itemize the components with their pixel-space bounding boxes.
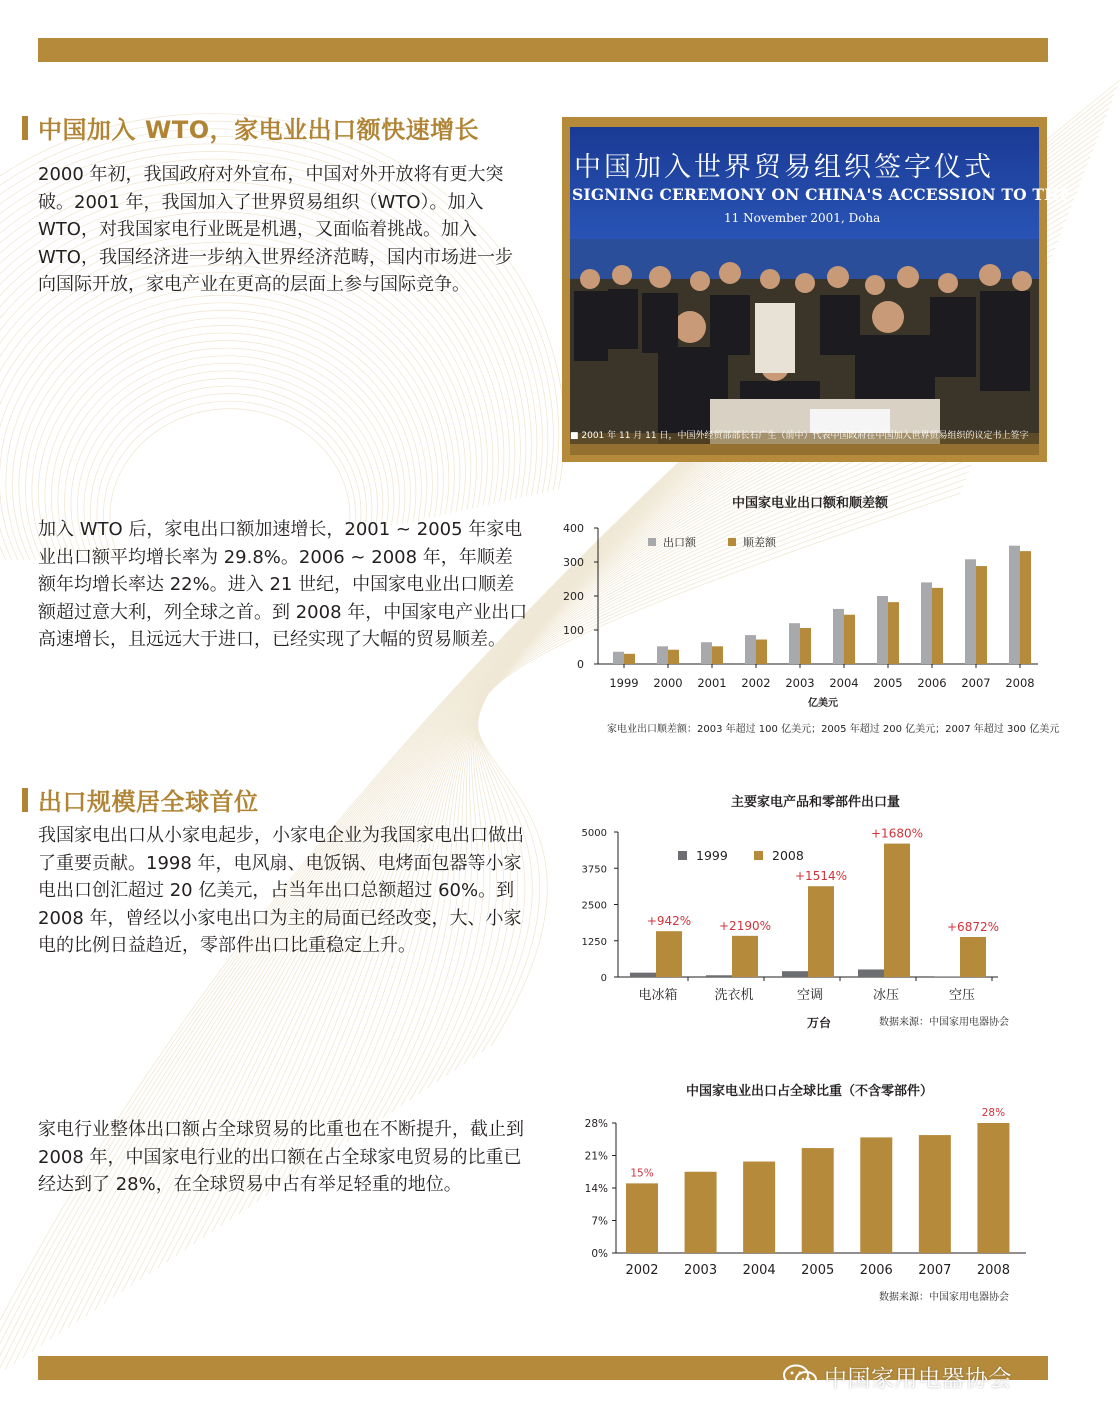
bar-export <box>1009 546 1020 664</box>
bar-export <box>745 635 756 664</box>
section-title-wto <box>22 110 479 145</box>
y-tick-label: 300 <box>563 556 584 569</box>
bar-export <box>877 596 888 664</box>
y-tick-label: 14% <box>584 1183 608 1195</box>
bar-share <box>860 1137 892 1253</box>
growth-label: +2190% <box>719 918 771 933</box>
global-share-bar-chart <box>570 1107 1050 1285</box>
x-tick-label: 2008 <box>976 1263 1010 1278</box>
legend-swatch <box>678 851 687 860</box>
signing-ceremony-photo <box>570 127 1120 444</box>
bar-2008 <box>732 936 758 977</box>
legend-swatch <box>728 538 736 546</box>
y-tick-label: 400 <box>563 522 584 535</box>
y-tick-label: 0 <box>600 973 607 984</box>
x-tick-label: 2007 <box>918 1263 952 1278</box>
x-tick-label: 空压 <box>948 988 976 1003</box>
x-tick-label: 2008 <box>1005 676 1035 690</box>
footer-account-name: 中国家用电器协会 <box>824 1366 1012 1392</box>
x-tick-label: 2000 <box>653 676 683 690</box>
growth-label: +1680% <box>871 826 923 841</box>
chart2-unit: 万台 <box>807 1016 832 1030</box>
y-tick-label: 28% <box>584 1118 608 1130</box>
title-marker <box>22 116 28 140</box>
x-tick-label: 2004 <box>742 1263 776 1278</box>
x-tick-label: 2007 <box>961 676 991 690</box>
x-tick-label: 2003 <box>785 676 815 690</box>
photo-banner-date: 11 November 2001, Doha <box>724 211 881 225</box>
chart3-title: 中国家电业出口占全球比重（不含零部件） <box>686 1084 934 1099</box>
y-tick-label: 0% <box>591 1248 608 1260</box>
y-tick-label: 5000 <box>581 828 607 839</box>
bar-share <box>977 1123 1009 1253</box>
x-tick-label: 电冰箱 <box>638 988 678 1003</box>
y-tick-label: 100 <box>563 624 584 637</box>
value-label: 15% <box>630 1167 654 1180</box>
bar-surplus <box>888 602 899 664</box>
legend-label: 顺差额 <box>743 536 776 549</box>
x-tick-label: 2004 <box>829 676 859 690</box>
chart3-source: 数据来源：中国家用电器协会 <box>879 1292 1009 1303</box>
bar-surplus <box>800 628 811 664</box>
bar-export <box>789 623 800 664</box>
bar-share <box>802 1148 834 1253</box>
bar-export <box>921 582 932 664</box>
y-tick-label: 7% <box>591 1215 608 1228</box>
x-tick-label: 空调 <box>796 988 824 1003</box>
section-title-text: 中国加入 WTO，家电业出口额快速增长 <box>38 116 480 144</box>
x-tick-label: 2002 <box>625 1263 659 1278</box>
paragraph-global-share: 家电行业整体出口额占全球贸易的比重也在不断提升，截止到 2008 年，中国家电行业的出口额在占全球家电贸易的比重已经达到了 28%，在全球贸易中占有举足轻重的地位。 <box>38 1119 524 1195</box>
legend-swatch <box>648 538 656 546</box>
photo-people-scene <box>570 239 1039 444</box>
legend-label: 1999 <box>696 848 728 863</box>
chart2-source: 数据来源：中国家用电器协会 <box>879 1017 1009 1028</box>
bar-share <box>685 1172 717 1253</box>
photo-banner-english: SIGNING CEREMONY ON CHINA'S ACCESSION TO THE WTO <box>572 185 1120 204</box>
bar-1999 <box>934 976 960 977</box>
section-title-export-scale <box>22 782 259 817</box>
bar-surplus <box>668 650 679 664</box>
legend-label: 出口额 <box>663 536 696 549</box>
bar-surplus <box>976 566 987 664</box>
footer-account <box>782 1360 1012 1393</box>
y-tick-label: 2500 <box>581 900 607 912</box>
bar-surplus <box>844 615 855 664</box>
x-tick-label: 洗衣机 <box>714 988 754 1003</box>
top-gold-bar <box>38 38 1048 62</box>
photo-banner-chinese: 中国加入世界贸易组织签字仪式 <box>574 152 994 183</box>
wechat-icon <box>782 1364 818 1390</box>
bar-share <box>919 1135 951 1253</box>
bar-1999 <box>782 971 808 977</box>
legend-swatch <box>754 851 763 860</box>
chart1-title: 中国家电业出口额和顺差额 <box>732 496 889 511</box>
bar-share <box>743 1162 775 1253</box>
bar-surplus <box>1020 551 1031 664</box>
title-marker <box>22 788 28 812</box>
section-title-text: 出口规模居全球首位 <box>38 788 259 816</box>
paragraph-wto-intro: 2000 年初，我国政府对外宣布，中国对外开放将有更大突破。2001 年，我国加入了世界贸易组织（WTO）。加入 WTO，对我国家电行业既是机遇，又面临着挑战。加入 WTO，我国经济进一步纳入世界经济范畴，国内市场进一步向国际开放，家电产业在更高的层面上参与国际竞争。 <box>38 164 513 295</box>
x-tick-label: 2006 <box>917 676 947 690</box>
bar-2008 <box>808 886 834 977</box>
bar-surplus <box>932 588 943 664</box>
chart1-note: 家电业出口顺差额：2003 年超过 100 亿美元；2005 年超过 200 亿美元；2007 年超过 300 亿美元 <box>607 724 1060 735</box>
growth-label: +6872% <box>947 919 999 934</box>
photo-frame <box>562 117 1120 462</box>
bar-1999 <box>630 973 656 977</box>
paragraph-small-appliances: 我国家电出口从小家电起步，小家电企业为我国家电出口做出了重要贡献。1998 年，电风扇、电饭锅、电烤面包器等小家电出口创汇超过 20 亿美元，占当年出口总额超过 60%。到 2008 年，曾经以小家电出口为主的局面已经改变，大、小家电的比例日益趋近，零部件出口比重稳定上升。 <box>38 825 524 956</box>
x-tick-label: 冰压 <box>872 988 900 1003</box>
y-tick-label: 200 <box>563 590 584 603</box>
bar-2008 <box>884 844 910 977</box>
export-surplus-bar-chart <box>556 516 1056 716</box>
x-tick-label: 2003 <box>684 1263 718 1278</box>
y-tick-label: 21% <box>584 1150 608 1163</box>
paragraph-wto-growth: 加入 WTO 后，家电出口额加速增长，2001 ~ 2005 年家电业出口额平均增长率为 29.8%。2006 ~ 2008 年，年顺差额年均增长率达 22%。进入 21 世纪，中国家电业出口顺差额超过意大利，列全球之首。到 2008 年，中国家电产业出口高速增长，且远远大于进口，已经实现了大幅的贸易顺差。 <box>38 519 528 650</box>
bar-2008 <box>960 937 986 977</box>
y-tick-label: 3750 <box>581 864 607 876</box>
product-export-volume-chart <box>570 820 1050 1010</box>
value-label: 28% <box>981 1107 1006 1119</box>
x-tick-label: 2005 <box>801 1263 835 1278</box>
bar-export <box>965 559 976 664</box>
x-tick-label: 2005 <box>873 676 903 690</box>
x-tick-label: 2006 <box>859 1263 893 1278</box>
bar-surplus <box>624 654 635 664</box>
chart2-title: 主要家电产品和零部件出口量 <box>731 795 901 810</box>
bar-surplus <box>756 640 767 664</box>
x-tick-label: 2001 <box>697 676 727 690</box>
x-tick-label: 1999 <box>609 676 639 690</box>
photo-caption: ■ 2001 年 11 月 11 日，中国外经贸部部长石广生（前中）代表中国政府在中国加入世界贸易组织的议定书上签字 <box>570 431 1029 441</box>
y-tick-label: 1250 <box>581 936 607 948</box>
unit-label: 亿美元 <box>808 698 838 709</box>
growth-label: +942% <box>646 914 692 929</box>
legend-label: 2008 <box>772 848 804 863</box>
bar-export <box>613 652 624 664</box>
bar-1999 <box>706 975 732 977</box>
bar-export <box>657 646 668 664</box>
bar-export <box>833 609 844 664</box>
y-tick-label: 0 <box>577 658 584 671</box>
bar-export <box>701 642 712 664</box>
bar-share <box>626 1183 658 1253</box>
bar-2008 <box>656 931 682 977</box>
bar-surplus <box>712 646 723 664</box>
growth-label: +1514% <box>795 869 847 884</box>
x-tick-label: 2002 <box>741 676 771 690</box>
bar-1999 <box>858 969 884 977</box>
